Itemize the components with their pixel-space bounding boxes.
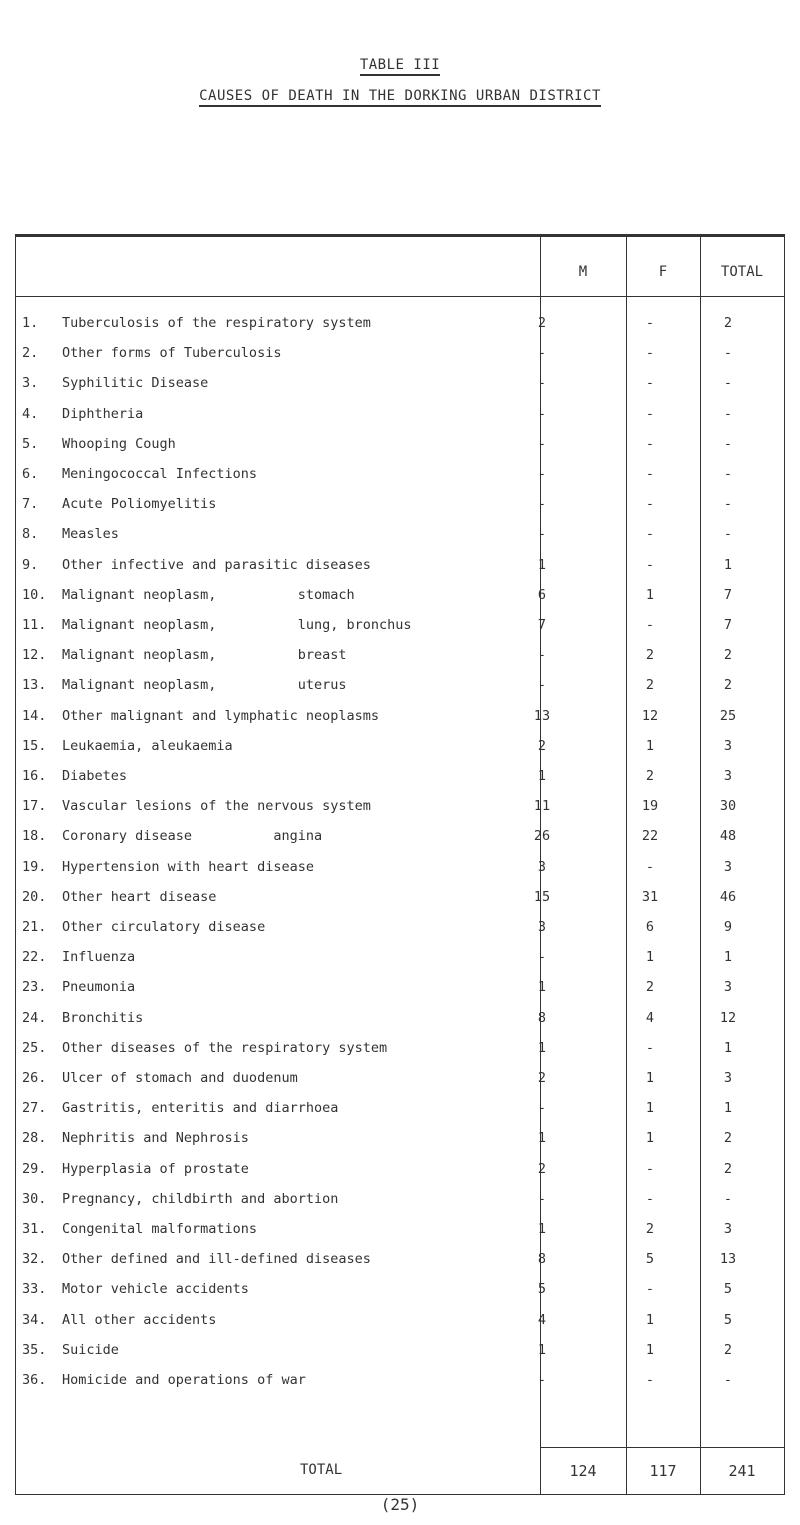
male-count: 26 <box>533 828 551 845</box>
cause-of-death: Whooping Cough <box>62 435 176 452</box>
table-row <box>22 1249 782 1269</box>
cause-of-death: Ulcer of stomach and duodenum <box>62 1070 298 1086</box>
table-row <box>22 917 782 937</box>
total-count: - <box>723 496 733 513</box>
table-row <box>22 555 782 575</box>
total-count: - <box>723 375 733 392</box>
female-count: - <box>645 466 655 482</box>
male-count: 1 <box>537 556 547 573</box>
col-header-f: F <box>658 264 668 280</box>
male-count: - <box>537 1372 547 1388</box>
female-count: - <box>645 1039 655 1056</box>
male-count: 15 <box>533 888 551 905</box>
table-title: TABLE III <box>0 57 800 73</box>
male-count: 2 <box>537 1070 547 1086</box>
male-count: 6 <box>537 586 547 603</box>
row-number: 18. <box>22 828 47 845</box>
male-count: 8 <box>537 1251 547 1268</box>
female-count: 1 <box>645 737 655 754</box>
cause-of-death: Meningococcal Infections <box>62 466 258 482</box>
cause-of-death: Congenital malformations <box>62 1221 258 1237</box>
cause-of-death: All other accidents <box>62 1311 217 1328</box>
male-count: - <box>537 496 547 513</box>
total-count: 25 <box>719 707 737 724</box>
female-count: 31 <box>641 888 659 905</box>
row-number: 35. <box>22 1341 47 1358</box>
total-count: 13 <box>719 1251 737 1268</box>
table-row <box>22 313 782 333</box>
female-count: 2 <box>645 647 655 664</box>
row-number: 26. <box>22 1070 47 1086</box>
total-f: 117 <box>649 1462 677 1480</box>
cause-of-death: Other circulatory disease <box>62 919 266 935</box>
cause-of-death: Hypertension with heart disease <box>62 858 314 875</box>
male-count: - <box>537 677 547 694</box>
table-right-border <box>784 234 785 1494</box>
table-row <box>22 947 782 967</box>
total-divider <box>540 1447 784 1448</box>
female-count: 5 <box>645 1251 655 1268</box>
total-count: 1 <box>723 1039 733 1056</box>
row-number: 34. <box>22 1311 47 1328</box>
table-row <box>22 1128 782 1148</box>
cause-of-death: Homicide and operations of war <box>62 1372 306 1388</box>
female-count: 6 <box>645 919 655 935</box>
row-number: 10. <box>22 586 47 603</box>
cause-of-death: Coronary disease angina <box>62 828 323 845</box>
row-number: 1. <box>22 315 39 331</box>
table-row <box>22 1159 782 1179</box>
male-count: 2 <box>537 1160 547 1177</box>
table-row <box>22 1279 782 1299</box>
table-row <box>22 706 782 726</box>
total-count: 5 <box>723 1311 733 1328</box>
cause-of-death: Measles <box>62 526 119 543</box>
cause-of-death: Other infective and parasitic diseases <box>62 556 371 573</box>
page-number: (25) <box>380 1495 420 1514</box>
row-number: 13. <box>22 677 47 694</box>
row-number: 6. <box>22 466 39 482</box>
total-count: - <box>723 345 733 362</box>
row-number: 11. <box>22 617 47 633</box>
male-count: 11 <box>533 798 551 815</box>
row-number: 15. <box>22 737 47 754</box>
table-row <box>22 1068 782 1088</box>
total-count: 1 <box>723 556 733 573</box>
male-count: - <box>537 1100 547 1117</box>
male-count: 1 <box>537 1130 547 1147</box>
total-count: - <box>723 1190 733 1207</box>
male-count: - <box>537 647 547 664</box>
table-row <box>22 343 782 363</box>
total-count: 3 <box>723 858 733 875</box>
total-count: 2 <box>723 1160 733 1177</box>
female-count: 1 <box>645 1100 655 1117</box>
female-count: 12 <box>641 707 659 724</box>
table-row <box>22 585 782 605</box>
male-count: - <box>537 466 547 482</box>
table-row <box>22 675 782 695</box>
row-number: 14. <box>22 707 47 724</box>
table-row <box>22 736 782 756</box>
row-number: 2. <box>22 345 39 362</box>
male-count: 1 <box>537 1221 547 1237</box>
male-count: 1 <box>537 1039 547 1056</box>
row-number: 28. <box>22 1130 47 1147</box>
female-count: - <box>645 1190 655 1207</box>
female-count: 1 <box>645 1070 655 1086</box>
cause-of-death: Other heart disease <box>62 888 217 905</box>
total-count: 7 <box>723 586 733 603</box>
total-all: 241 <box>728 1462 756 1480</box>
female-count: - <box>645 1372 655 1388</box>
female-count: - <box>645 405 655 422</box>
header-divider <box>15 296 785 297</box>
col-header-total: TOTAL <box>720 264 764 280</box>
cause-of-death: Other diseases of the respiratory system <box>62 1039 388 1056</box>
male-count: 2 <box>537 737 547 754</box>
female-count: 1 <box>645 949 655 966</box>
cause-of-death: Other forms of Tuberculosis <box>62 345 282 362</box>
table-left-border <box>15 234 16 1494</box>
cause-of-death: Diphtheria <box>62 405 144 422</box>
male-count: - <box>537 1190 547 1207</box>
row-number: 17. <box>22 798 47 815</box>
male-count: 1 <box>537 768 547 784</box>
total-count: 30 <box>719 798 737 815</box>
cause-of-death: Hyperplasia of prostate <box>62 1160 249 1177</box>
cause-of-death: Other malignant and lymphatic neoplasms <box>62 707 379 724</box>
cause-of-death: Vascular lesions of the nervous system <box>62 798 371 815</box>
row-number: 21. <box>22 919 47 935</box>
cause-of-death: Motor vehicle accidents <box>62 1281 249 1298</box>
row-number: 9. <box>22 556 39 573</box>
table-row <box>22 1098 782 1118</box>
total-count: 3 <box>723 979 733 996</box>
cause-of-death: Acute Poliomyelitis <box>62 496 217 513</box>
row-number: 27. <box>22 1100 47 1117</box>
total-count: - <box>723 1372 733 1388</box>
row-number: 36. <box>22 1372 47 1388</box>
row-number: 30. <box>22 1190 47 1207</box>
female-count: - <box>645 526 655 543</box>
table-row <box>22 1008 782 1028</box>
row-number: 20. <box>22 888 47 905</box>
male-count: 1 <box>537 979 547 996</box>
cause-of-death: Malignant neoplasm, breast <box>62 647 347 664</box>
female-count: - <box>645 1281 655 1298</box>
cause-of-death: Malignant neoplasm, lung, bronchus <box>62 617 412 633</box>
female-count: 1 <box>645 1311 655 1328</box>
male-count: 5 <box>537 1281 547 1298</box>
cause-of-death: Tuberculosis of the respiratory system <box>62 315 371 331</box>
row-number: 3. <box>22 375 39 392</box>
table-row <box>22 766 782 786</box>
male-count: - <box>537 526 547 543</box>
male-count: - <box>537 435 547 452</box>
table-row <box>22 887 782 907</box>
female-count: 19 <box>641 798 659 815</box>
female-count: 1 <box>645 586 655 603</box>
row-number: 12. <box>22 647 47 664</box>
row-number: 31. <box>22 1221 47 1237</box>
total-count: 48 <box>719 828 737 845</box>
table-row <box>22 1189 782 1209</box>
male-count: 3 <box>537 919 547 935</box>
female-count: 1 <box>645 1130 655 1147</box>
row-number: 23. <box>22 979 47 996</box>
total-count: 2 <box>723 1341 733 1358</box>
total-count: 12 <box>719 1009 737 1026</box>
table-row <box>22 1310 782 1330</box>
table-row <box>22 977 782 997</box>
total-count: - <box>723 466 733 482</box>
row-number: 32. <box>22 1251 47 1268</box>
male-count: 2 <box>537 315 547 331</box>
table-row <box>22 796 782 816</box>
total-count: 2 <box>723 677 733 694</box>
row-number: 33. <box>22 1281 47 1298</box>
row-number: 22. <box>22 949 47 966</box>
row-number: 29. <box>22 1160 47 1177</box>
table-row <box>22 645 782 665</box>
total-count: - <box>723 435 733 452</box>
row-number: 24. <box>22 1009 47 1026</box>
table-row <box>22 524 782 544</box>
male-count: - <box>537 375 547 392</box>
total-count: 3 <box>723 1070 733 1086</box>
female-count: - <box>645 1160 655 1177</box>
row-number: 4. <box>22 405 39 422</box>
male-count: 3 <box>537 858 547 875</box>
total-count: 1 <box>723 949 733 966</box>
table-row <box>22 1038 782 1058</box>
table-row <box>22 373 782 393</box>
table-row <box>22 464 782 484</box>
female-count: 22 <box>641 828 659 845</box>
row-number: 16. <box>22 768 47 784</box>
row-number: 8. <box>22 526 39 543</box>
cause-of-death: Suicide <box>62 1341 119 1358</box>
table-row <box>22 1219 782 1239</box>
male-count: 4 <box>537 1311 547 1328</box>
female-count: 2 <box>645 677 655 694</box>
table-top-border <box>15 234 785 237</box>
male-count: 1 <box>537 1341 547 1358</box>
table-row <box>22 615 782 635</box>
male-count: - <box>537 345 547 362</box>
table-row <box>22 404 782 424</box>
total-count: 5 <box>723 1281 733 1298</box>
female-count: - <box>645 375 655 392</box>
row-number: 19. <box>22 858 47 875</box>
female-count: - <box>645 556 655 573</box>
female-count: - <box>645 858 655 875</box>
cause-of-death: Influenza <box>62 949 136 966</box>
table-row <box>22 1340 782 1360</box>
female-count: - <box>645 617 655 633</box>
cause-of-death: Pregnancy, childbirth and abortion <box>62 1190 339 1207</box>
row-number: 7. <box>22 496 39 513</box>
cause-of-death: Pneumonia <box>62 979 136 996</box>
total-count: - <box>723 405 733 422</box>
male-count: - <box>537 405 547 422</box>
cause-of-death: Malignant neoplasm, stomach <box>62 586 355 603</box>
cause-of-death: Nephritis and Nephrosis <box>62 1130 249 1147</box>
total-count: 3 <box>723 1221 733 1237</box>
total-count: 9 <box>723 919 733 935</box>
row-number: 5. <box>22 435 39 452</box>
total-count: 2 <box>723 1130 733 1147</box>
table-row <box>22 494 782 514</box>
total-count: 1 <box>723 1100 733 1117</box>
total-count: 46 <box>719 888 737 905</box>
female-count: 4 <box>645 1009 655 1026</box>
cause-of-death: Bronchitis <box>62 1009 144 1026</box>
female-count: - <box>645 345 655 362</box>
male-count: 13 <box>533 707 551 724</box>
cause-of-death: Diabetes <box>62 768 128 784</box>
male-count: - <box>537 949 547 966</box>
female-count: 1 <box>645 1341 655 1358</box>
total-label: TOTAL <box>300 1462 343 1478</box>
total-count: 2 <box>723 315 733 331</box>
male-count: 7 <box>537 617 547 633</box>
total-count: 3 <box>723 737 733 754</box>
table-row <box>22 826 782 846</box>
table-row <box>22 857 782 877</box>
female-count: - <box>645 496 655 513</box>
table-row <box>22 1370 782 1390</box>
total-count: 2 <box>723 647 733 664</box>
total-count: 7 <box>723 617 733 633</box>
row-number: 25. <box>22 1039 47 1056</box>
col-header-m: M <box>578 264 588 280</box>
cause-of-death: Syphilitic Disease <box>62 375 209 392</box>
cause-of-death: Other defined and ill-defined diseases <box>62 1251 371 1268</box>
cause-of-death: Malignant neoplasm, uterus <box>62 677 347 694</box>
total-count: - <box>723 526 733 543</box>
total-m: 124 <box>569 1462 597 1480</box>
female-count: 2 <box>645 1221 655 1237</box>
female-count: 2 <box>645 979 655 996</box>
cause-of-death: Gastritis, enteritis and diarrhoea <box>62 1100 339 1117</box>
female-count: - <box>645 315 655 331</box>
table-subtitle: CAUSES OF DEATH IN THE DORKING URBAN DISTRICT <box>0 88 800 104</box>
female-count: 2 <box>645 768 655 784</box>
total-count: 3 <box>723 768 733 784</box>
table-row <box>22 434 782 454</box>
male-count: 8 <box>537 1009 547 1026</box>
cause-of-death: Leukaemia, aleukaemia <box>62 737 233 754</box>
female-count: - <box>645 435 655 452</box>
